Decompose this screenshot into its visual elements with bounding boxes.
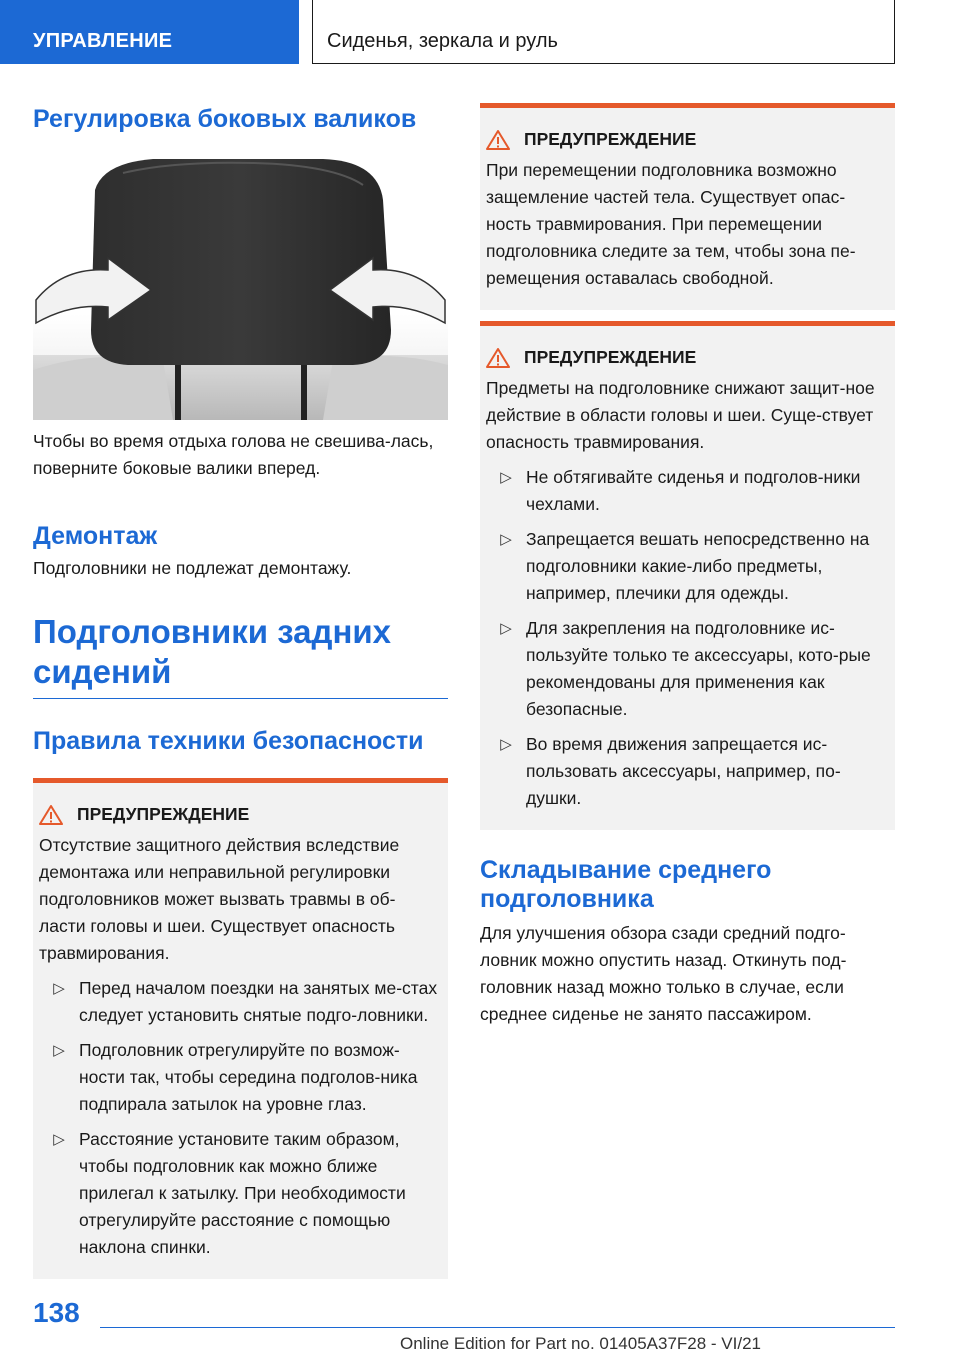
warning-title: ПРЕДУПРЕЖДЕНИЕ [524,347,697,367]
warning-triangle-icon [39,804,63,826]
list-item [39,1126,438,1261]
section-tab [0,0,299,64]
heading-side-bolsters: Регулировка боковых валиков [33,105,417,133]
warning-box-objects [480,321,895,830]
triangle-bullet-icon: ▷ [53,1042,65,1059]
warning-box-left [33,778,448,1279]
left-column [33,105,448,1279]
list-item [39,1037,438,1118]
page-number: 138 [33,1297,80,1328]
bullet-text: Запрещается вешать непосредственно на подголовники какие-либо предметы, например, плечики для одежды. [526,529,870,603]
list-item [486,615,885,723]
bullet-text: Перед началом поездки на занятых ме-стах следует установить снятые подго-ловники. [79,978,438,1025]
edition-note: Online Edition for Part no. 01405A37F28 - VI/21 [400,1334,762,1353]
bullet-text: Во время движения запрещается ис-пользовать аксессуары, например, по-душки. [526,734,841,808]
heading-safety: Правила техники безопасности [33,727,424,755]
warning-title: ПРЕДУПРЕЖДЕНИЕ [77,804,250,824]
triangle-bullet-icon: ▷ [53,980,65,997]
warning-text: При перемещении подголовника возможно защемление частей тела. Существует опас-ность травмирования. При перемещении подголовника следите за тем, чтобы зона пе-ремещения оставалась свободной. [486,160,856,288]
triangle-bullet-icon: ▷ [500,736,512,753]
bullet-text: Для закрепления на подголовнике ис-пользуйте только те аксессуары, кото-рые рекомендованы для применения как безопасные. [526,618,871,719]
chapter-title: Сиденья, зеркала и руль [327,30,558,52]
triangle-bullet-icon: ▷ [500,531,512,548]
warning-title-row [39,801,438,828]
section-title: УПРАВЛЕНИЕ [33,30,173,52]
warning-box-pinch [480,103,895,310]
bullet-text: Не обтягивайте сиденья и подголов-ники чехлами. [526,467,861,514]
triangle-bullet-icon: ▷ [500,620,512,637]
paragraph-side-bolsters: Чтобы во время отдыха голова не свешива-лась, поверните боковые валики вперед. [33,431,434,478]
warning-text: Предметы на подголовнике снижают защит-ное действие в области головы и шеи. Суще-ствует опасность травмирования. [486,378,875,452]
right-column [480,103,895,1028]
warning-triangle-icon [486,129,510,151]
warning-triangle-icon [486,347,510,369]
headrest-illustration [33,155,448,420]
headrest-image [33,155,448,420]
heading-rule [33,698,448,699]
list-item [486,526,885,607]
warning-title-row [486,344,885,371]
chapter-tab [312,0,895,64]
warning-text: Отсутствие защитного действия вследствие демонтажа или неправильной регулировки подголовников может вызвать травмы в об-ласти головы и шеи. Существует опасность травмирования. [39,835,400,963]
triangle-bullet-icon: ▷ [53,1131,65,1148]
bullet-text: Подголовник отрегулируйте по возмож-ности так, чтобы середина подголов-ника подпирала затылок на уровне глаз. [79,1040,418,1114]
footer-rule [100,1327,895,1328]
list-item [39,975,438,1029]
triangle-bullet-icon: ▷ [500,469,512,486]
heading-folding: Складывание среднего подголовника [480,856,772,913]
paragraph-folding: Для улучшения обзора сзади средний подго-ловник можно опустить назад. Откинуть под-головник назад можно только в случае, если среднее сиденье не занято пассажиром. [480,923,847,1024]
list-item [486,731,885,812]
heading-rear-headrests: Подголовники задних сидений [33,613,392,690]
bullet-text: Расстояние установите таким образом, чтобы подголовник как можно ближе прилегал к затылку. При необходимости отрегулируйте расстояние с помощью наклона спинки. [79,1129,406,1257]
paragraph-removal: Подголовники не подлежат демонтажу. [33,558,352,578]
heading-removal: Демонтаж [33,522,158,550]
warning-title-row [486,126,885,153]
list-item [486,464,885,518]
warning-title: ПРЕДУПРЕЖДЕНИЕ [524,129,697,149]
